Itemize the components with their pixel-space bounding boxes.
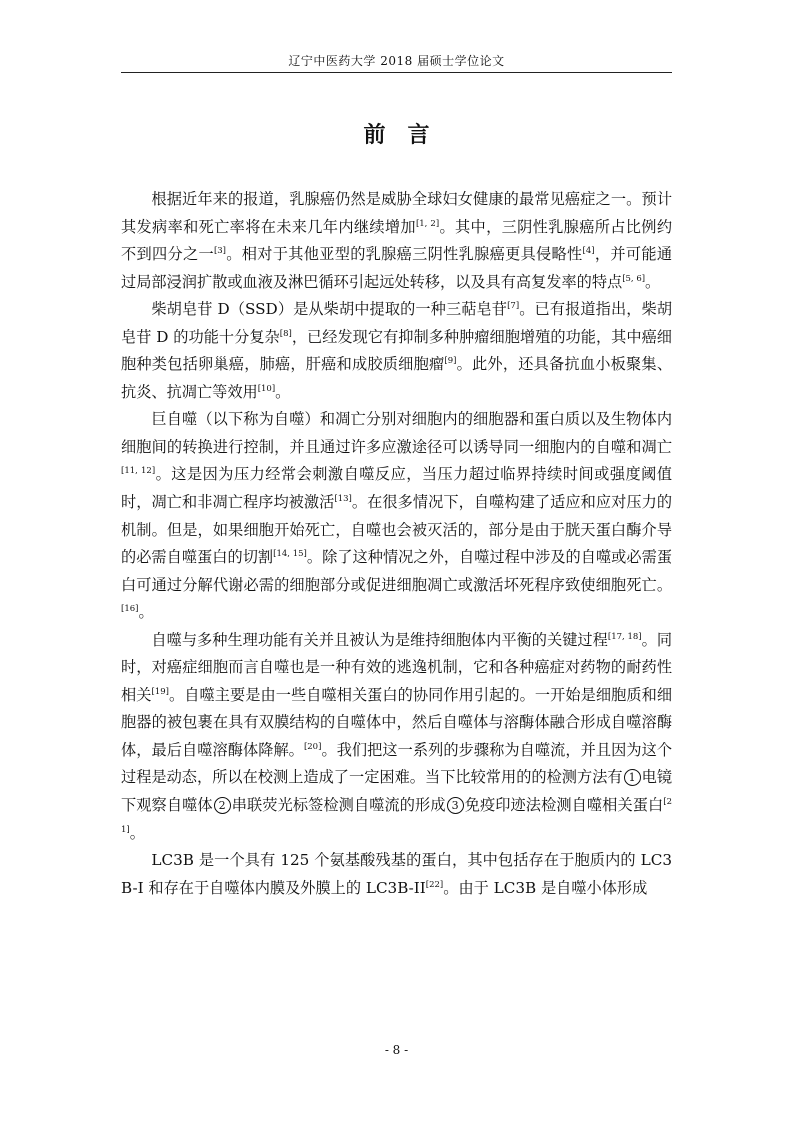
header-divider	[121, 72, 672, 73]
citation-ref: [20]	[303, 741, 322, 752]
text-run: ，并可能通过局部浸润扩散或血液及淋巴循环引起远处转移，以及具有高复发率的特点	[121, 245, 673, 291]
text-run: 。	[275, 382, 291, 401]
text-run: 。其中，三阴性乳腺癌所占比例约不到四分之一	[121, 217, 673, 264]
citation-ref: [5, 6]	[622, 273, 646, 284]
text-run: 自噬与多种生理功能有关并且被认为是维持细胞体内平衡的关键过程	[151, 630, 608, 649]
paragraph	[121, 847, 672, 902]
circled-number: 3	[447, 797, 464, 814]
paragraph	[121, 296, 672, 406]
page-number: - 8 -	[384, 1043, 409, 1057]
citation-ref: [19]	[151, 686, 169, 697]
citation-ref: [1, 2]	[415, 218, 440, 229]
text-run: LC3B 是一个具有 125 个氨基酸残基的蛋白，其中包括存在于胞质内的 LC3B-I 和存在于自噬体内膜及外膜上的 LC3B-II	[121, 851, 672, 897]
text-run: 。此外，还具备抗血小板聚集、抗炎、抗凋亡等效用	[121, 355, 673, 401]
citation-ref: [13]	[334, 493, 352, 504]
body-text	[121, 186, 672, 902]
citation-ref: [14, 15]	[273, 549, 307, 560]
text-run: 。我们把这一系列的步骤称为自噬流，并且因为这个过程是动态，所以在校测上造成了一定困难。当下比较常用的的检测方法有	[121, 740, 673, 787]
text-run: 。已有报道指出，柴胡皂苷 D 的功能十分复杂	[121, 300, 673, 346]
paragraph	[121, 406, 672, 626]
paragraph	[121, 186, 672, 296]
text-run: 。除了这种情况之外，自噬过程中涉及的自噬或必需蛋白可通过分解代谢必需的细胞部分或促进细胞凋亡或激活坏死程序致使细胞死亡。	[121, 548, 673, 594]
text-run: 。在很多情况下，自噬构建了适应和应对压力的机制。但是，如果细胞开始死亡，自噬也会被灭活的，部分是由于胱天蛋白酶介导的必需自噬蛋白的切割	[121, 493, 673, 567]
paragraph	[121, 627, 672, 847]
citation-ref: [17, 18]	[607, 631, 642, 642]
text-run: 电镜下观察自噬体	[121, 768, 673, 815]
text-run: 串联荧光标签检测自噬流的形成	[231, 796, 446, 815]
citation-ref: [11, 12]	[121, 466, 156, 477]
circled-number: 1	[624, 769, 641, 786]
text-run: 。自噬主要是由一些自噬相关蛋白的协同作用引起的。一开始是细胞质和细胞器的被包裹在具有双膜结构的自噬体中，然后自噬体与溶酶体融合形成自噬溶酶体，最后自噬溶酶体降解。	[121, 685, 673, 759]
citation-ref: [8]	[279, 328, 292, 339]
text-run: 根据近年来的报道，乳腺癌仍然是威胁全球妇女健康的最常见癌症之一。预计其发病率和死亡率将在未来几年内继续增加	[121, 190, 672, 236]
citation-ref: [3]	[213, 246, 226, 257]
text-run: 。	[645, 272, 661, 291]
text-run: 。	[129, 823, 145, 842]
citation-ref: [21]	[121, 796, 673, 835]
text-run: 巨自噬（以下称为自噬）和凋亡分别对细胞内的细胞器和蛋白质以及生物体内细胞间的转换进行控制，并且通过许多应激途径可以诱导同一细胞内的自噬和凋亡	[121, 410, 672, 456]
text-run: 免疫印迹法检测自噬相关蛋白	[464, 796, 664, 815]
text-run: 。这是因为压力经常会刺激自噬反应，当压力超过临界持续时间或强度阈值时，凋亡和非凋亡程序均被激活	[121, 465, 673, 512]
text-run: 。同时，对癌症细胞而言自噬也是一种有效的逃逸机制，它和各种癌症对药物的耐药性相关	[121, 630, 673, 704]
text-run: ，已经发现它有抑制多种肿瘤细胞增殖的功能，其中癌细胞种类包括卵巢癌，肺癌，肝癌和成胶质细胞瘤	[121, 327, 672, 374]
circled-number: 2	[214, 797, 231, 814]
text-run: 。相对于其他亚型的乳腺癌三阴性乳腺癌更具侵略性	[225, 245, 583, 264]
text-run: 。	[138, 603, 154, 622]
citation-ref: [22]	[425, 879, 444, 890]
running-header: 辽宁中医药大学 2018 届硕士学位论文	[288, 54, 505, 68]
citation-ref: [4]	[582, 246, 595, 257]
section-title: 前言	[363, 122, 452, 148]
citation-ref: [16]	[121, 604, 139, 615]
citation-ref: [7]	[507, 301, 520, 312]
text-run: 。由于 LC3B 是自噬小体形成	[443, 878, 648, 897]
citation-ref: [9]	[444, 356, 457, 367]
citation-ref: [10]	[257, 383, 276, 394]
text-run: 柴胡皂苷 D（SSD）是从柴胡中提取的一种三萜皂苷	[151, 300, 508, 319]
